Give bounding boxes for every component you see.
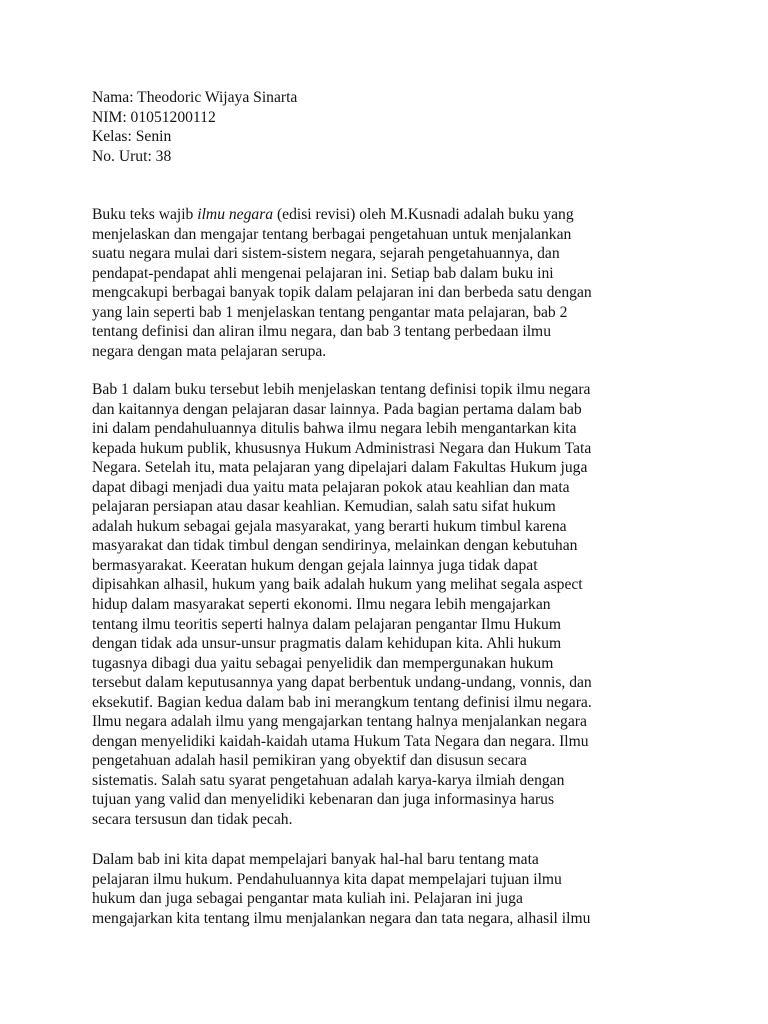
- paragraph-line: dengan tidak ada unsur-unsur pragmatis dalam kehidupan kita. Ahli hukum: [92, 635, 562, 653]
- paragraph-line: tentang ilmu teoritis seperti halnya dalam pelajaran pengantar Ilmu Hukum: [92, 615, 561, 633]
- paragraph-line: hukum dan juga sebagai pengantar mata kuliah ini. Pelajaran ini juga: [92, 890, 523, 908]
- student-nim-line: NIM: 01051200112: [92, 108, 216, 126]
- paragraph-line: ini dalam pendahuluannya ditulis bahwa ilmu negara lebih mengantarkan kita: [92, 420, 577, 438]
- paragraph-line: menjelaskan dan mengajar tentang berbagai pengetahuan untuk menjalankan: [92, 225, 572, 243]
- paragraph-line: Negara. Setelah itu, mata pelajaran yang dipelajari dalam Fakultas Hukum juga: [92, 459, 588, 477]
- paragraph-line: [92, 205, 676, 225]
- paragraph-line: yang lain seperti bab 1 menjelaskan tentang pengantar mata pelajaran, bab 2: [92, 303, 568, 321]
- paragraph-line: mengajarkan kita tentang ilmu menjalankan negara dan tata negara, alhasil ilmu: [92, 909, 591, 927]
- paragraph-3: [92, 850, 676, 928]
- paragraph-line: dapat dibagi menjadi dua yaitu mata pelajaran pokok atau keahlian dan mata: [92, 478, 570, 496]
- paragraph-line: masyarakat dan tidak timbul dengan sendirinya, melainkan dengan kebutuhan: [92, 537, 578, 555]
- paragraph-line: mengcakupi berbagai banyak topik dalam pelajaran ini dan berbeda satu dengan: [92, 284, 592, 302]
- paragraph-line: pelajaran ilmu hukum. Pendahuluannya kita dapat mempelajari tujuan ilmu: [92, 870, 562, 888]
- student-info-header: [92, 88, 676, 166]
- paragraph-line: sistematis. Salah satu syarat pengetahuan adalah karya-karya ilmiah dengan: [92, 771, 565, 789]
- paragraph-line: tentang definisi dan aliran ilmu negara, dan bab 3 tentang perbedaan ilmu: [92, 323, 551, 341]
- paragraph-1: [92, 205, 676, 361]
- paragraph-line: eksekutif. Bagian kedua dalam bab ini merangkum tentang definisi ilmu negara.: [92, 693, 592, 711]
- book-title-italic: ilmu negara: [197, 206, 274, 223]
- paragraph-line: negara dengan mata pelajaran serupa.: [92, 342, 327, 360]
- paragraph-line: pendapat-pendapat ahli mengenai pelajaran ini. Setiap bab dalam buku ini: [92, 264, 554, 282]
- paragraph-line: pengetahuan adalah hasil pemikiran yang obyektif dan disusun secara: [92, 752, 527, 770]
- paragraph-line: tujuan yang valid dan menyelidiki kebenaran dan juga informasinya harus: [92, 791, 555, 809]
- paragraph-line: dipisahkan alhasil, hukum yang baik adalah hukum yang melihat segala aspect: [92, 576, 583, 594]
- paragraph-line: tersebut dalam keputusannya yang dapat berbentuk undang-undang, vonnis, dan: [92, 674, 592, 692]
- paragraph-line: pelajaran persiapan atau dasar keahlian. Kemudian, salah satu sifat hukum: [92, 498, 556, 516]
- paragraph-line: adalah hukum sebagai gejala masyarakat, yang berarti hukum timbul karena: [92, 517, 567, 535]
- paragraph-line: secara tersusun dan tidak pecah.: [92, 811, 293, 829]
- paragraph-line: bermasyarakat. Keeratan hukum dengan gejala lainnya juga tidak dapat: [92, 556, 538, 574]
- line-text: (edisi revisi) oleh M.Kusnadi adalah buku yang: [273, 206, 574, 223]
- paragraph-line: Ilmu negara adalah ilmu yang mengajarkan tentang halnya menjalankan negara: [92, 713, 587, 731]
- paragraph-line: Bab 1 dalam buku tersebut lebih menjelaskan tentang definisi topik ilmu negara: [92, 381, 591, 398]
- paragraph-line: Dalam bab ini kita dapat mempelajari banyak hal-hal baru tentang mata: [92, 851, 539, 868]
- paragraph-line: dan kaitannya dengan pelajaran dasar lainnya. Pada bagian pertama dalam bab: [92, 400, 582, 418]
- student-class-line: Kelas: Senin: [92, 128, 172, 146]
- paragraph-line: suatu negara mulai dari sistem-sistem negara, sejarah pengetahuannya, dan: [92, 245, 560, 263]
- paragraph-line: tugasnya dibagi dua yaitu sebagai penyelidik dan mempergunakan hukum: [92, 654, 554, 672]
- student-name-line: Nama: Theodoric Wijaya Sinarta: [92, 89, 298, 106]
- paragraph-line: hidup dalam masyarakat seperti ekonomi. Ilmu negara lebih mengajarkan: [92, 596, 551, 614]
- student-order-number-line: No. Urut: 38: [92, 147, 172, 165]
- line-text: Buku teks wajib: [92, 206, 198, 223]
- paragraph-line: dengan menyelidiki kaidah-kaidah utama Hukum Tata Negara dan negara. Ilmu: [92, 732, 589, 750]
- paragraph-2: [92, 380, 676, 830]
- paragraph-line: kepada hukum publik, khususnya Hukum Administrasi Negara dan Hukum Tata: [92, 439, 592, 457]
